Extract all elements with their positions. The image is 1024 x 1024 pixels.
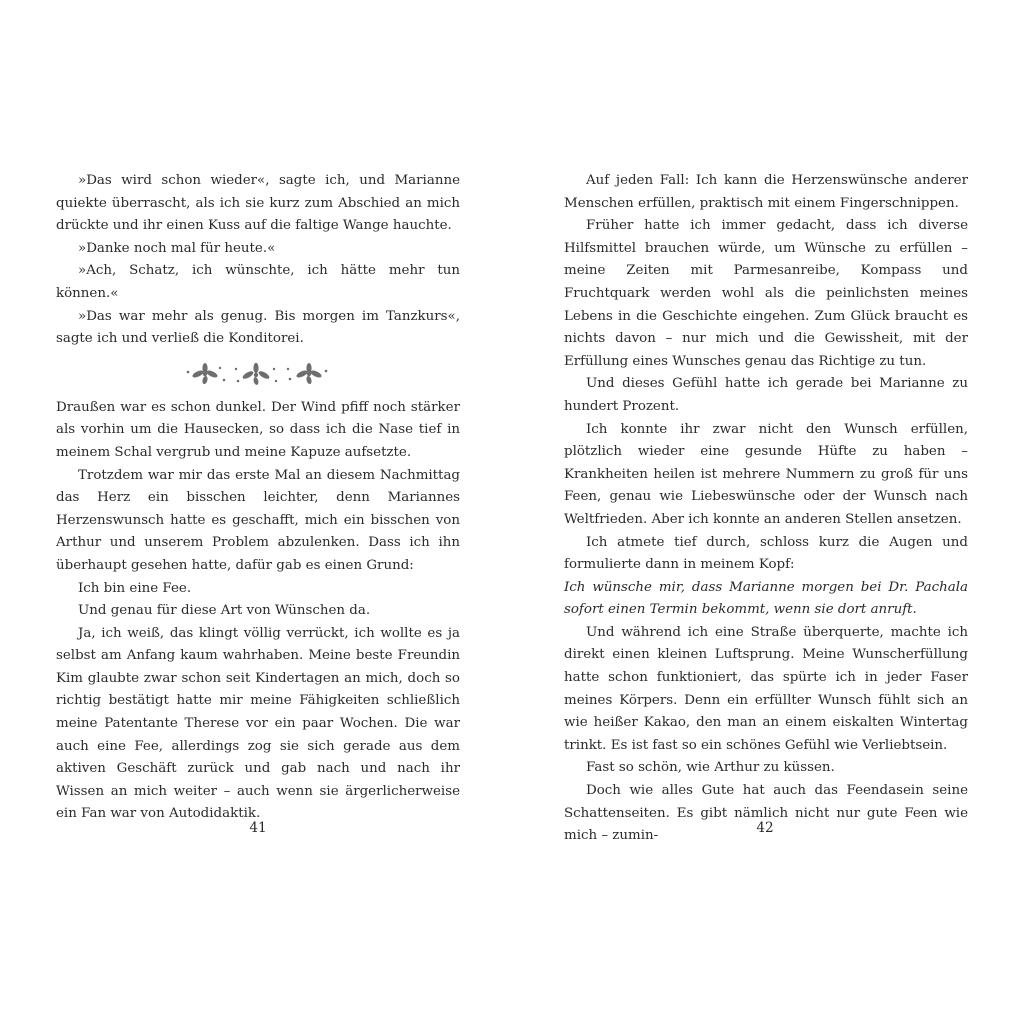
paragraph: »Danke noch mal für heute.« (78, 240, 276, 256)
paragraph: Doch wie alles Gute hat auch das Feendasein seine Schattenseiten. Es gibt nämlich nicht nur gute Feen wie mich – zumin- (564, 783, 968, 844)
paragraph: »Ach, Schatz, ich wünschte, ich hätte mehr tun können.« (56, 263, 460, 301)
paragraph: Und genau für diese Art von Wünschen da. (78, 603, 371, 619)
left-page (56, 170, 460, 826)
paragraph: »Das war mehr als genug. Bis morgen im Tanzkurs«, sagte ich und verließ die Konditorei. (56, 308, 460, 347)
paragraph: Und dieses Gefühl hatte ich gerade bei Marianne zu hundert Prozent. (564, 376, 968, 414)
italic-wish: Ich wünsche mir, dass Marianne morgen bei Dr. Pachala sofort einen Termin bekommt, wenn sie dort anruft. (564, 579, 968, 618)
right-page (564, 170, 968, 848)
paragraph: Auf jeden Fall: Ich kann die Herzenswünsche anderer Menschen erfüllen, praktisch mit einem Fingerschnippen. (564, 173, 968, 211)
paragraph: Ja, ich weiß, das klingt völlig verrückt, ich wollte es ja selbst am Anfang kaum wahrhaben. Meine beste Freundin Kim glaubte zwar schon seit Kindertagen an mich, doch so richtig bestätigt hatte mir meine Fähigkeiten schließlich meine Patentante Therese vor ein paar Wochen. Die war auch eine Fee, allerdings zog sie sich gerade aus dem aktiven Geschäft zurück und gab nach und nach ihr Wissen an mich weiter – auch wenn sie ärgerlicherweise ein Fan war von Autodidaktik. (56, 625, 460, 822)
paragraph: Ich atmete tief durch, schloss kurz die Augen und formulierte dann in meinem Kopf: (564, 534, 968, 573)
right-page-text (564, 170, 968, 848)
paragraph: Fast so schön, wie Arthur zu küssen. (586, 760, 835, 776)
left-page-text (56, 170, 460, 826)
paragraph: Früher hatte ich immer gedacht, dass ich diverse Hilfsmittel brauchen würde, um Wünsche zu erfüllen – meine Zeiten mit Parmesanreibe, Kompass und Fruchtquark werden wohl als die peinlichsten meines Lebens in die Geschichte eingehen. Zum Glück braucht es nichts davon – nur mich und die Gewissheit, mit der Erfüllung eines Wunsches genau das Richtige zu tun. (564, 218, 968, 369)
paragraph: Ich konnte ihr zwar nicht den Wunsch erfüllen, plötzlich wieder eine gesunde Hüfte zu haben – Krankheiten heilen ist mehrere Nummern zu groß für uns Feen, genau wie Liebeswünsche oder der Wunsch nach Weltfrieden. Aber ich konnte an anderen Stellen ansetzen. (564, 421, 968, 527)
paragraph: Ich bin eine Fee. (78, 580, 192, 596)
paragraph: Und während ich eine Straße überquerte, machte ich direkt einen kleinen Luftsprung. Meine Wunscherfüllung hatte schon funktioniert, das spürte ich in jeder Faser meines Körpers. Denn ein erfüllter Wunsch fühlt sich an wie heißer Kakao, den man an einem eiskalten Wintertag trinkt. Es ist fast so ein schönes Gefühl wie Verliebtsein. (564, 624, 968, 753)
paragraph: Draußen war es schon dunkel. Der Wind pfiff noch stärker als vorhin um die Hausecken, so dass ich die Nase tief in meinem Schal vergrub und meine Kapuze aufsetzte. (56, 399, 460, 460)
page-number-right: 42 (756, 820, 774, 836)
page-number-left: 41 (249, 820, 267, 836)
paragraph: »Das wird schon wieder«, sagte ich, und Marianne quiekte überrascht, als ich sie kurz zum Abschied an mich drückte und ihr einen Kuss auf die faltige Wange hauchte. (56, 173, 460, 234)
floral-divider-icon (56, 351, 460, 397)
floral-divider-svg (178, 359, 338, 389)
paragraph: Trotzdem war mir das erste Mal an diesem Nachmittag das Herz ein bisschen leichter, denn Mariannes Herzenswunsch hatte es geschafft, mich ein bisschen von Arthur und unserem Problem abzulenken. Dass ich ihn überhaupt gesehen hatte, dafür gab es einen Grund: (56, 467, 460, 573)
